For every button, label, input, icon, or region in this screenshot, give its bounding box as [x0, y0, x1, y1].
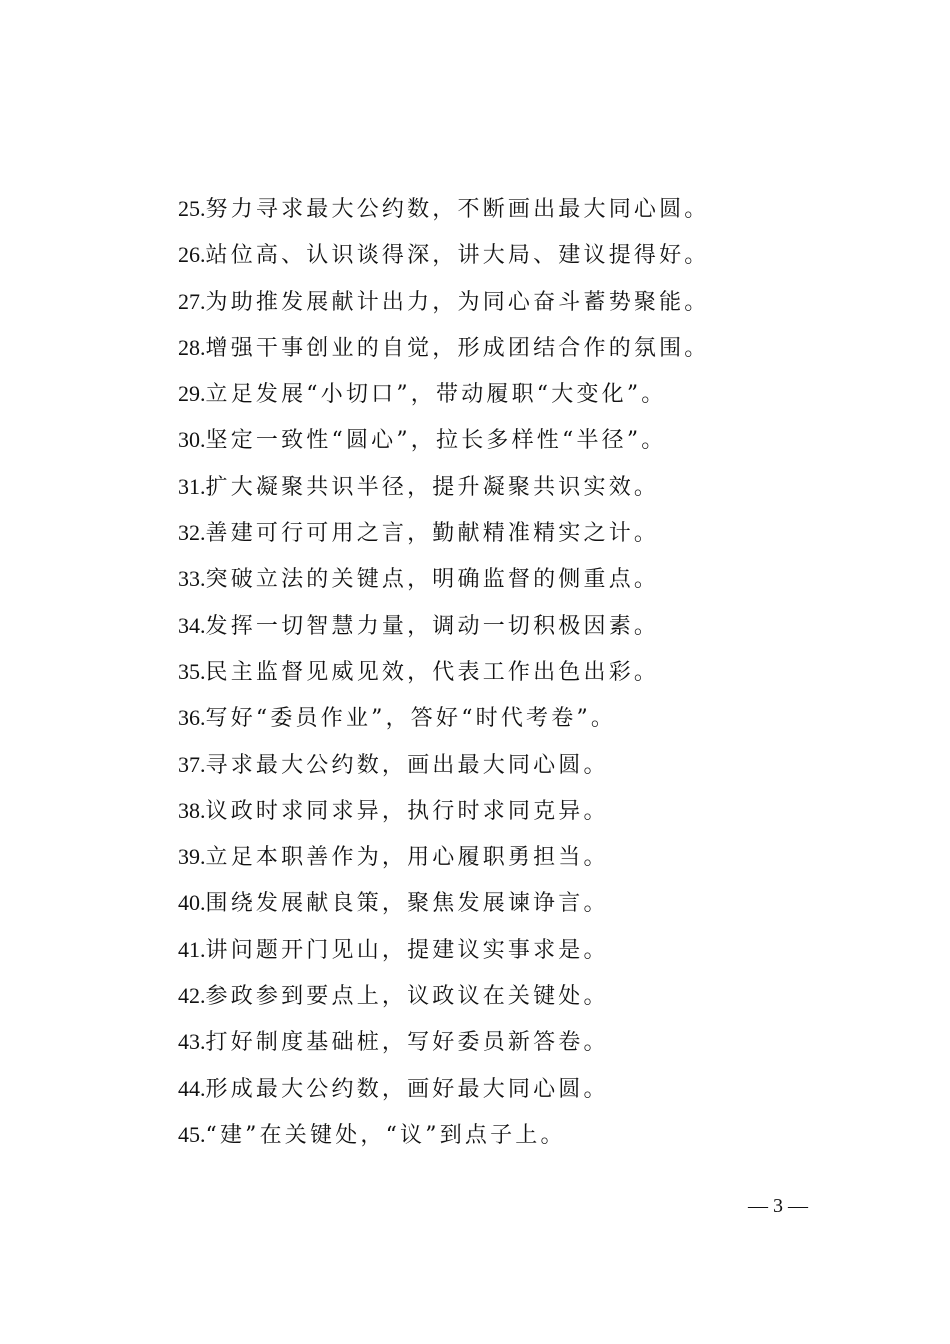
list-item [178, 880, 798, 926]
item-number: 39. [178, 844, 206, 870]
list-item [178, 371, 798, 417]
list-item [178, 325, 798, 371]
list-item [178, 279, 798, 325]
list-item [178, 973, 798, 1019]
page-number: — 3 — [748, 1195, 808, 1217]
item-text: 民主监督见威见效，代表工作出色出彩。 [205, 659, 660, 685]
item-text: 议政时求同求异，执行时求同克异。 [205, 798, 609, 824]
item-text: 努力寻求最大公约数，不断画出最大同心圆。 [205, 197, 710, 222]
list-item [178, 742, 798, 788]
item-text: 扩大凝聚共识半径，提升凝聚共识实效。 [205, 474, 660, 500]
list-item [178, 927, 798, 973]
item-text: 围绕发展献良策，聚焦发展谏诤言。 [205, 891, 609, 917]
list-item [178, 788, 798, 834]
item-text: 增强干事创业的自觉，形成团结合作的氛围。 [205, 335, 710, 361]
item-text: 为助推发展献计出力，为同心奋斗蓄势聚能。 [205, 289, 710, 315]
item-number: 43. [178, 1029, 206, 1055]
item-number: 32. [178, 520, 206, 546]
item-text: 站位高、认识谈得深，讲大局、建议提得好。 [205, 243, 710, 269]
list-item [178, 464, 798, 510]
item-number: 29. [178, 381, 206, 407]
item-text: 坚定一致性“圆心”，拉长多样性“半径”。 [205, 428, 667, 454]
item-number: 40. [178, 890, 206, 916]
item-text: 发挥一切智慧力量，调动一切积极因素。 [205, 613, 660, 639]
list-item [178, 1019, 798, 1065]
item-number: 31. [178, 473, 206, 499]
item-number: 37. [178, 751, 206, 777]
item-text: 突破立法的关键点，明确监督的侧重点。 [205, 567, 660, 593]
item-number: 25. [178, 196, 206, 221]
item-number: 41. [178, 936, 206, 962]
item-number: 26. [178, 242, 206, 268]
item-text: 讲问题开门见山，提建议实事求是。 [205, 937, 609, 963]
item-text: 参政参到要点上，议政议在关键处。 [205, 984, 609, 1010]
item-number: 36. [178, 705, 206, 731]
item-number: 35. [178, 658, 206, 684]
list-item [178, 510, 798, 556]
item-text: 寻求最大公约数，画出最大同心圆。 [205, 752, 609, 778]
list-item [178, 186, 798, 232]
list-item [178, 1112, 798, 1158]
list-item [178, 695, 798, 741]
item-number: 33. [178, 566, 206, 592]
item-text: 写好“委员作业”，答好“时代考卷”。 [205, 706, 617, 732]
item-number: 28. [178, 334, 206, 360]
list-item [178, 834, 798, 880]
list-item [178, 417, 798, 463]
item-number: 34. [178, 612, 206, 638]
list-item [178, 603, 798, 649]
item-number: 38. [178, 797, 206, 823]
item-text: 立足发展“小切口”，带动履职“大变化”。 [205, 382, 667, 408]
item-text: 善建可行可用之言，勤献精准精实之计。 [205, 521, 660, 547]
list-item [178, 1066, 798, 1112]
item-number: 30. [178, 427, 206, 453]
item-number: 45. [178, 1121, 206, 1147]
item-number: 44. [178, 1075, 206, 1101]
list-item [178, 232, 798, 278]
list-item [178, 556, 798, 602]
item-text: 立足本职善作为，用心履职勇担当。 [205, 845, 609, 871]
list-item [178, 649, 798, 695]
item-text: “建”在关键处，“议”到点子上。 [205, 1122, 566, 1148]
item-text: 形成最大公约数，画好最大同心圆。 [205, 1076, 609, 1102]
item-number: 27. [178, 288, 206, 314]
item-number: 42. [178, 983, 206, 1009]
slogan-list [178, 186, 798, 1158]
item-text: 打好制度基础桩，写好委员新答卷。 [205, 1030, 609, 1056]
